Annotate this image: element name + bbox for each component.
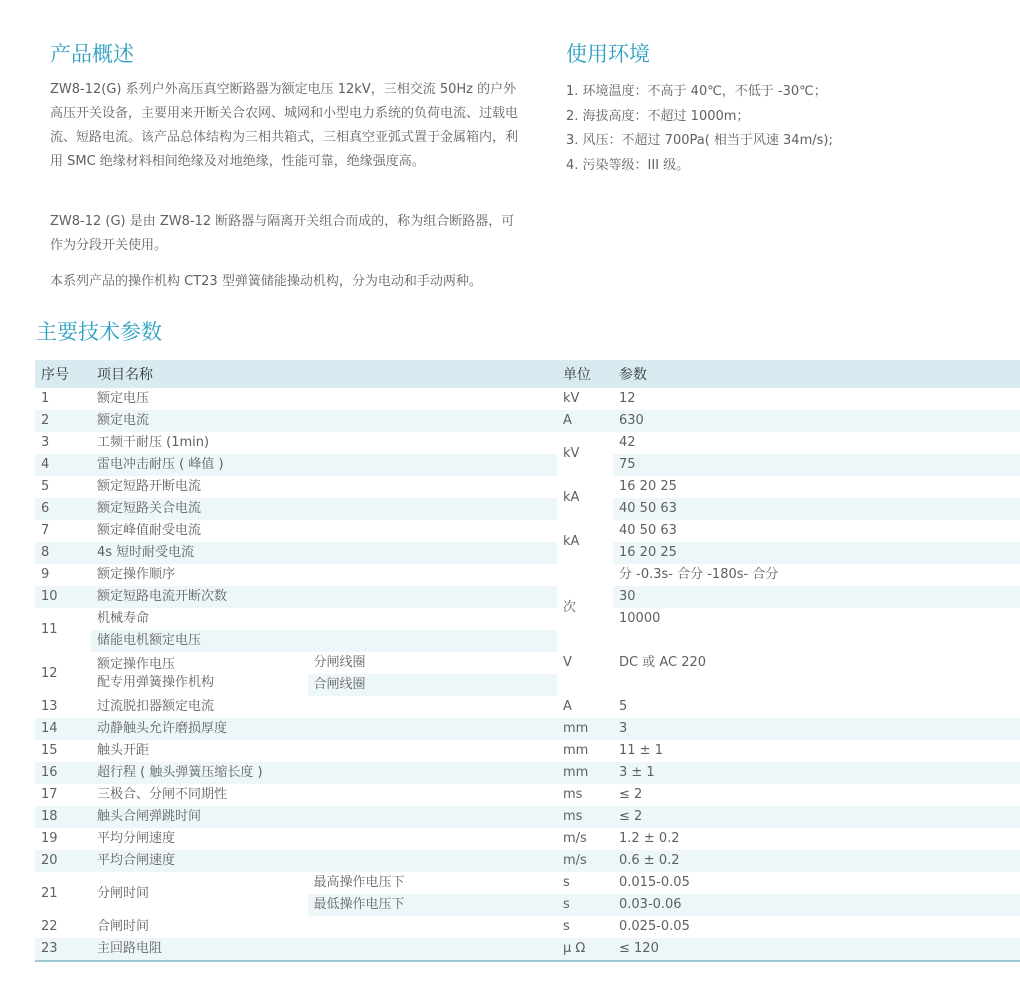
row-value: ≤ 120 — [613, 938, 1020, 961]
row-value: 0.015-0.05 — [613, 872, 1020, 894]
table-row — [35, 872, 1020, 894]
row-value: 3 — [613, 718, 1020, 740]
table-row — [35, 476, 1020, 498]
row-value: 分 -0.3s- 合分 -180s- 合分 — [613, 564, 1020, 586]
row-unit: mm — [557, 718, 613, 740]
row-name: 额定短路开断电流 — [91, 476, 557, 498]
row-name: 平均合闸速度 — [91, 850, 557, 872]
overview-title: 产品概述 — [50, 42, 134, 66]
row-unit: μ Ω — [557, 938, 613, 961]
row-value: DC 或 AC 220 — [613, 630, 1020, 696]
row-no: 4 — [35, 454, 91, 476]
overview-paragraph-1: ZW8-12(G) 系列户外高压真空断路器为额定电压 12kV，三相交流 50Hz 的户外高压开关设备，主要用来开断关合农网、城网和小型电力系统的负荷电流、过载电流、短路电流。该产品总体结构为三相共箱式，三相真空亚弧式置于金属箱内，利用 SMC 绝缘材料相间绝缘及对地绝缘，性能可靠，绝缘强度高。 — [50, 82, 519, 169]
row-name: 机械寿命 — [91, 608, 557, 630]
row-unit: s — [557, 916, 613, 938]
row-name: 额定操作顺序 — [91, 564, 557, 586]
row-value: 40 50 63 — [613, 498, 1020, 520]
row-no: 17 — [35, 784, 91, 806]
row-no: 22 — [35, 916, 91, 938]
row-unit: kA — [557, 520, 613, 564]
table-row — [35, 828, 1020, 850]
row-value: ≤ 2 — [613, 784, 1020, 806]
table-row — [35, 938, 1020, 961]
row-unit: 次 — [557, 586, 613, 630]
row-no: 5 — [35, 476, 91, 498]
row-name: 触头合闸弹跳时间 — [91, 806, 557, 828]
row-subitem: 分闸线圈 — [307, 652, 557, 674]
row-unit: mm — [557, 740, 613, 762]
row-no: 8 — [35, 542, 91, 564]
row-unit: s — [557, 894, 613, 916]
row-no: 14 — [35, 718, 91, 740]
row-no: 1 — [35, 388, 91, 410]
overview-paragraph-3: 本系列产品的操作机构 CT23 型弹簧储能操动机构，分为电动和手动两种。 — [50, 274, 482, 289]
row-unit: m/s — [557, 828, 613, 850]
row-no: 13 — [35, 696, 91, 718]
row-no: 6 — [35, 498, 91, 520]
table-row — [35, 520, 1020, 542]
row-no: 12 — [35, 652, 91, 696]
row-unit: kV — [557, 388, 613, 410]
row-unit: mm — [557, 762, 613, 784]
header-unit: 单位 — [557, 360, 613, 388]
table-row — [35, 784, 1020, 806]
row-name: 4s 短时耐受电流 — [91, 542, 557, 564]
row-value: 42 — [613, 432, 1020, 454]
table-row — [35, 762, 1020, 784]
row-value: 10000 — [613, 608, 1020, 630]
overview-paragraph-2: ZW8-12 (G) 是由 ZW8-12 断路器与隔离开关组合而成的，称为组合断路器，可作为分段开关使用。 — [50, 214, 515, 253]
row-no: 11 — [35, 608, 91, 652]
row-unit: s — [557, 872, 613, 894]
row-name: 储能电机额定电压 — [91, 630, 557, 652]
row-unit: A — [557, 696, 613, 718]
environment-item: 2. 海拔高度：不超过 1000m； — [566, 108, 750, 124]
table-row — [35, 410, 1020, 432]
row-value: ≤ 2 — [613, 806, 1020, 828]
row-value: 0.025-0.05 — [613, 916, 1020, 938]
row-value: 12 — [613, 388, 1020, 410]
table-row — [35, 916, 1020, 938]
environment-item: 4. 污染等级：III 级。 — [566, 157, 690, 173]
row-no: 19 — [35, 828, 91, 850]
row-value: 11 ± 1 — [613, 740, 1020, 762]
header-name: 项目名称 — [91, 360, 557, 388]
row-name: 工频干耐压 (1min) — [91, 432, 557, 454]
row-name: 额定电流 — [91, 410, 557, 432]
row-no: 15 — [35, 740, 91, 762]
header-no: 序号 — [35, 360, 91, 388]
row-name: 过流脱扣器额定电流 — [91, 696, 557, 718]
row-unit: kA — [557, 476, 613, 520]
environment-list — [566, 80, 833, 178]
row-name: 额定操作电压 配专用弹簧操作机构 — [91, 652, 307, 696]
table-row — [35, 564, 1020, 586]
row-value: 75 — [613, 454, 1020, 476]
table-row — [35, 498, 1020, 520]
row-unit: ms — [557, 806, 613, 828]
table-row — [35, 388, 1020, 410]
row-subitem: 合闸线圈 — [307, 674, 557, 696]
row-no: 7 — [35, 520, 91, 542]
row-no: 10 — [35, 586, 91, 608]
row-no: 2 — [35, 410, 91, 432]
row-name: 合闸时间 — [91, 916, 557, 938]
row-name: 平均分闸速度 — [91, 828, 557, 850]
table-row — [35, 740, 1020, 762]
row-unit: ms — [557, 784, 613, 806]
row-value: 30 — [613, 586, 1020, 608]
row-name: 额定电压 — [91, 388, 557, 410]
row-no: 20 — [35, 850, 91, 872]
row-no: 21 — [35, 872, 91, 916]
table-row — [35, 630, 1020, 652]
row-no: 18 — [35, 806, 91, 828]
row-name: 触头开距 — [91, 740, 557, 762]
table-row — [35, 454, 1020, 476]
row-value: 3 ± 1 — [613, 762, 1020, 784]
table-row — [35, 586, 1020, 608]
row-no: 3 — [35, 432, 91, 454]
row-name: 动静触头允许磨损厚度 — [91, 718, 557, 740]
row-name: 超行程 ( 触头弹簧压缩长度 ) — [91, 762, 557, 784]
row-value: 0.6 ± 0.2 — [613, 850, 1020, 872]
table-row — [35, 608, 1020, 630]
environment-item: 3. 风压：不超过 700Pa( 相当于风速 34m/s); — [566, 133, 833, 148]
row-subitem: 最低操作电压下 — [307, 894, 557, 916]
row-value: 0.03-0.06 — [613, 894, 1020, 916]
row-name: 三极合、分闸不同期性 — [91, 784, 557, 806]
row-name: 雷电冲击耐压 ( 峰值 ) — [91, 454, 557, 476]
row-value: 16 20 25 — [613, 542, 1020, 564]
row-unit — [557, 564, 613, 586]
row-unit: V — [557, 630, 613, 696]
params-table — [35, 360, 1020, 962]
row-name: 分闸时间 — [91, 872, 307, 916]
table-row — [35, 542, 1020, 564]
row-no: 9 — [35, 564, 91, 586]
row-name: 额定峰值耐受电流 — [91, 520, 557, 542]
row-subitem: 最高操作电压下 — [307, 872, 557, 894]
row-value: 630 — [613, 410, 1020, 432]
environment-title: 使用环境 — [566, 42, 650, 66]
header-value: 参数 — [613, 360, 1020, 388]
row-no: 23 — [35, 938, 91, 961]
row-value: 40 50 63 — [613, 520, 1020, 542]
table-row — [35, 696, 1020, 718]
table-header-row — [35, 360, 1020, 388]
row-name: 主回路电阻 — [91, 938, 557, 961]
environment-item: 1. 环境温度：不高于 40℃，不低于 -30℃； — [566, 84, 827, 99]
row-unit: kV — [557, 432, 613, 476]
table-row — [35, 806, 1020, 828]
table-row — [35, 850, 1020, 872]
row-name: 额定短路电流开断次数 — [91, 586, 557, 608]
params-title: 主要技术参数 — [36, 320, 162, 344]
row-unit: m/s — [557, 850, 613, 872]
row-unit: A — [557, 410, 613, 432]
row-name: 额定短路关合电流 — [91, 498, 557, 520]
row-value: 16 20 25 — [613, 476, 1020, 498]
row-no: 16 — [35, 762, 91, 784]
table-row — [35, 718, 1020, 740]
row-value: 1.2 ± 0.2 — [613, 828, 1020, 850]
row-value: 5 — [613, 696, 1020, 718]
table-row — [35, 432, 1020, 454]
